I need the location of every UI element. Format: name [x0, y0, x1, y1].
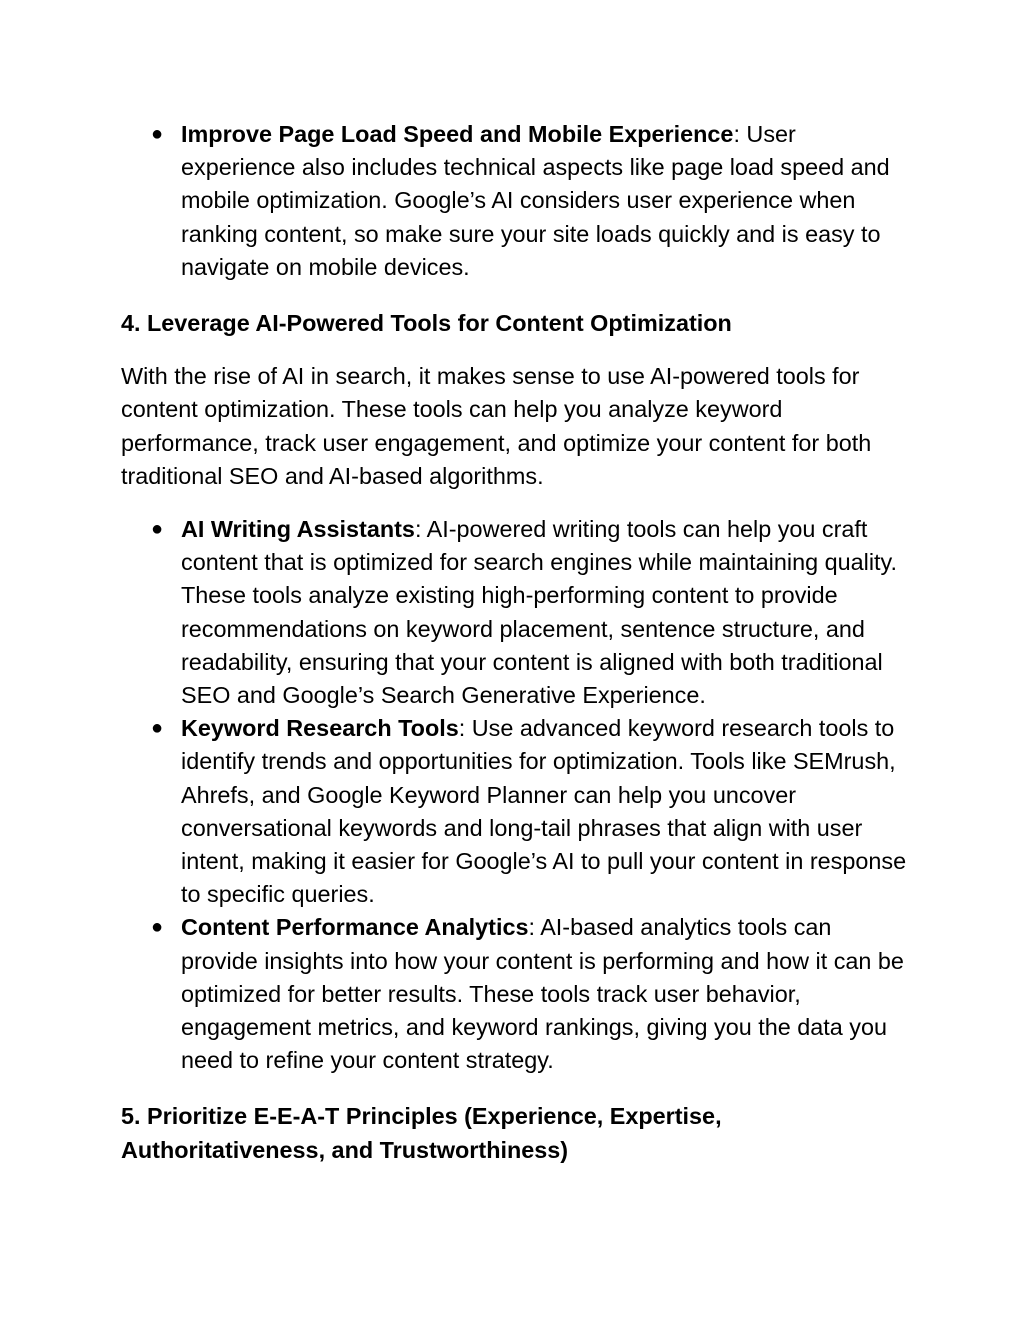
list-item-term: AI Writing Assistants	[181, 516, 415, 543]
bullet-icon: ●	[151, 717, 164, 740]
section-4-paragraph: With the rise of AI in search, it makes sense to use AI-powered tools for content optimization. These tools can help you analyze keyword performance, track user engagement, and optimize your content for both traditional SEO and AI-based algorithms.	[121, 363, 872, 489]
list-item-term: Improve Page Load Speed and Mobile Experience	[181, 121, 734, 147]
section-4-heading: 4. Leverage AI-Powered Tools for Content Optimization	[121, 310, 732, 337]
list-item	[121, 513, 911, 712]
list-item-term: Keyword Research Tools	[181, 715, 459, 742]
list-item-body: : Use advanced keyword research tools to identify trends and opportunities for optimization. Tools like SEMrush, Ahrefs, and Google Keyword Planner can help you uncover conversational keywords and long-tail phrases that align with user intent, making it easier for Google’s AI to pull your content in response to specific queries.	[181, 715, 907, 908]
bullet-list-tools	[121, 513, 911, 1077]
bullet-icon: ●	[151, 518, 164, 541]
bullet-icon: ●	[151, 916, 164, 939]
bullet-list-ux	[121, 118, 911, 284]
list-item-body: : AI-based analytics tools can provide insights into how your content is performing and how it can be optimized for better results. These tools track user behavior, engagement metrics, and keyword rankings, giving you the data you need to refine your content strategy.	[181, 914, 904, 1074]
bullet-icon: ●	[151, 123, 164, 145]
list-item-term: Content Performance Analytics	[181, 914, 529, 941]
section-5-heading: 5. Prioritize E-E-A-T Principles (Experience, Expertise, Authoritativeness, and Trustworthiness)	[121, 1103, 722, 1163]
list-item	[121, 911, 911, 1077]
list-item	[121, 118, 911, 284]
list-item-body: : AI-powered writing tools can help you craft content that is optimized for search engines while maintaining quality. These tools analyze existing high-performing content to provide recommendations on keyword placement, sentence structure, and readability, ensuring that your content is aligned with both traditional SEO and Google’s Search Generative Experience.	[181, 516, 897, 709]
document-page	[121, 118, 911, 1167]
list-item	[121, 712, 911, 911]
list-item-body: : User experience also includes technical aspects like page load speed and mobile optimization. Google’s AI considers user experience when ranking content, so make sure your site loads quickly and is easy to navigate on mobile devices.	[181, 121, 890, 280]
